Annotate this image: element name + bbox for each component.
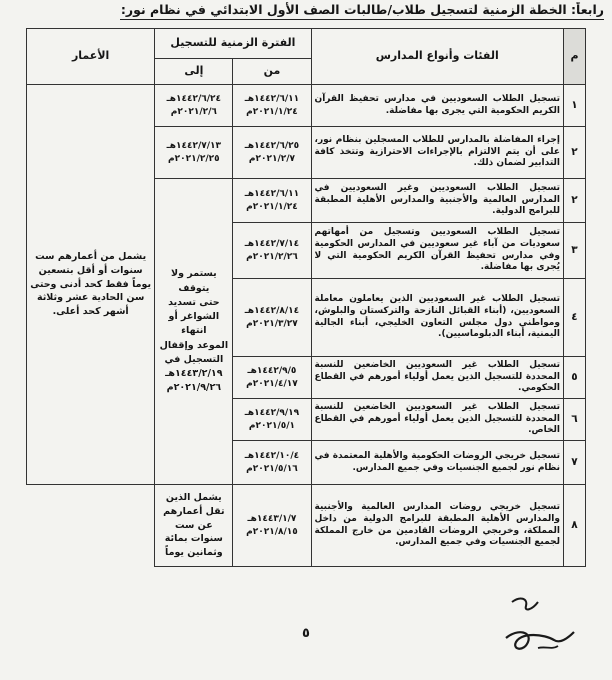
row-from-date — [233, 279, 311, 357]
from-gregorian: ٢٠٢١/١/٢٤م — [246, 201, 298, 212]
row-number: ٥ — [563, 357, 585, 399]
from-gregorian: ٢٠٢١/٢/٢٦م — [246, 251, 298, 262]
row-number: ٢ — [563, 127, 585, 179]
to-hijri: ١٤٤٢/٧/١٣هـ — [166, 141, 222, 152]
row-from-date — [233, 441, 311, 485]
row-number: ٤ — [563, 279, 585, 357]
header-period: الفترة الزمنية للتسجيل — [155, 29, 311, 59]
from-hijri: ١٤٤٢/٦/٢٥هـ — [244, 141, 300, 152]
from-gregorian: ٢٠٢١/٥/١٦م — [246, 463, 298, 474]
from-hijri: ١٤٤٢/٦/١١هـ — [244, 94, 300, 105]
from-hijri: ١٤٤٣/١/٧هـ — [247, 514, 297, 525]
to-gregorian: ٢٠٢١/٢/٦م — [170, 106, 217, 117]
header-categories: الفئات وأنواع المدارس — [311, 29, 563, 85]
row-category: إجراء المفاضلة بالمدارس للطلاب المسجلين بنظام نور، على أن يتم الالتزام بالإجراءات الاحترازية وتتخذ كافة التدابير لضمان ذلك. — [311, 127, 563, 179]
row-category: تسجيل الطلاب السعوديين وغير السعوديين في المدارس العالمية والأجنبية والمدارس الأهلية المطبقة للبرامج الدولية. — [311, 179, 563, 223]
merged-line: الموعد وإقفال — [159, 339, 229, 351]
to-gregorian: ٢٠٢١/٢/٢٥م — [168, 153, 220, 164]
from-gregorian: ٢٠٢١/٢/٧م — [248, 153, 296, 164]
section-heading: رابعاً: الخطة الزمنية لتسجيل طلاب/طالبات الصف الأول الابتدائي في نظام نور: — [120, 2, 604, 20]
from-hijri: ١٤٤٢/٩/١٩هـ — [244, 408, 300, 419]
row-number: ٦ — [563, 399, 585, 441]
row-to-date — [155, 127, 233, 179]
page-number: ٥ — [302, 626, 310, 641]
row-number: ٧ — [563, 441, 585, 485]
merged-line: حتى تسديد — [168, 296, 220, 308]
row-category: تسجيل الطلاب السعوديين وتسجيل من أمهاتهم سعوديات من آباء غير سعوديين في المدارس الحكومية وفي مدارس تحفيظ القرآن الكريم الحكومية التي لا يُجرى بها مفاضلة. — [311, 223, 563, 279]
row-category: تسجيل الطلاب غير السعوديين الخاضعين للنسبة المحددة للتسجيل الذين يعمل أولياء أمورهم في القطاع الحكومي. — [311, 357, 563, 399]
merged-line: يستمر ولا يتوقف — [171, 268, 217, 294]
row-from-date — [233, 223, 311, 279]
row-from-date — [233, 399, 311, 441]
from-gregorian: ٢٠٢١/١/٢٤م — [246, 106, 298, 117]
row-number: ٢ — [563, 179, 585, 223]
row-category: تسجيل الطلاب غير السعوديين الذين يعاملون معاملة السعوديين، (أبناء القبائل النازحة والتركستان والبلوش، ومواطني دول مجلس التعاون الخليجي، أبناء الجالية اليمنية، أبناء الدبلوماسيين). — [311, 279, 563, 357]
handwritten-signature — [498, 588, 584, 672]
from-hijri: ١٤٤٢/٦/١١هـ — [244, 189, 300, 200]
row-from-date — [233, 179, 311, 223]
merged-line: التسجيل في ١٤٤٣/٢/١٩هـ — [164, 353, 224, 380]
row-category: تسجيل خريجي روضات المدارس العالمية والأجنبية والمدارس الأهلية المطبقة للبرامج الدولية من داخل المملكة، وخريجي الروضات القادمين من خارج المملكة لجميع الجنسيات وفي جميع المدارس. — [311, 485, 563, 567]
table-row — [27, 85, 586, 127]
header-to: إلى — [155, 59, 233, 85]
header-m: م — [563, 29, 585, 85]
from-hijri: ١٤٤٢/٧/١٤هـ — [244, 239, 300, 250]
header-from: من — [233, 59, 311, 85]
merged-line: ٢٠٢١/٩/٢٦م — [166, 382, 222, 394]
row-number: ٣ — [563, 223, 585, 279]
from-gregorian: ٢٠٢١/٥/١م — [248, 420, 296, 431]
registration-schedule-table — [26, 28, 586, 567]
row-number: ١ — [563, 85, 585, 127]
from-gregorian: ٢٠٢١/٨/١٥م — [246, 526, 298, 537]
from-gregorian: ٢٠٢١/٣/٢٧م — [246, 318, 298, 329]
row-category: تسجيل خريجي الروضات الحكومية والأهلية المعتمدة في نظام نور لجميع الجنسيات وفي جميع المدارس. — [311, 441, 563, 485]
to-hijri: ١٤٤٢/٦/٢٤هـ — [166, 94, 222, 105]
table-row — [27, 485, 586, 567]
ages-group-1: يشمل من أعمارهم ست سنوات أو أقل بتسعين يوماً فقط كحد أدنى وحتى سن الحادية عشر وثلاثة أشهر كحد أعلى. — [27, 85, 155, 485]
row-category: تسجيل الطلاب السعوديين في مدارس تحفيظ القرآن الكريم الحكومية التي يجرى بها مفاضلة. — [311, 85, 563, 127]
ages-group-2: يشمل الذين تقل أعمارهم عن ست سنوات بمائة وثمانين يوماً — [155, 485, 233, 567]
from-hijri: ١٤٤٢/٩/٥هـ — [247, 366, 297, 377]
from-gregorian: ٢٠٢١/٤/١٧م — [246, 378, 298, 389]
row-from-date — [233, 127, 311, 179]
merged-to-period — [155, 179, 233, 485]
header-ages: الأعمار — [27, 29, 155, 85]
row-to-date — [155, 85, 233, 127]
row-category: تسجيل الطلاب غير السعوديين الخاضعين للنسبة المحددة للتسجيل الذين يعمل أولياء أمورهم في القطاع الخاص. — [311, 399, 563, 441]
from-hijri: ١٤٤٢/١٠/٤هـ — [244, 451, 300, 462]
row-number: ٨ — [563, 485, 585, 567]
row-from-date — [233, 357, 311, 399]
row-from-date — [233, 485, 311, 567]
merged-line: الشواغر أو انتهاء — [168, 311, 220, 337]
from-hijri: ١٤٤٢/٨/١٤هـ — [244, 306, 300, 317]
row-from-date — [233, 85, 311, 127]
